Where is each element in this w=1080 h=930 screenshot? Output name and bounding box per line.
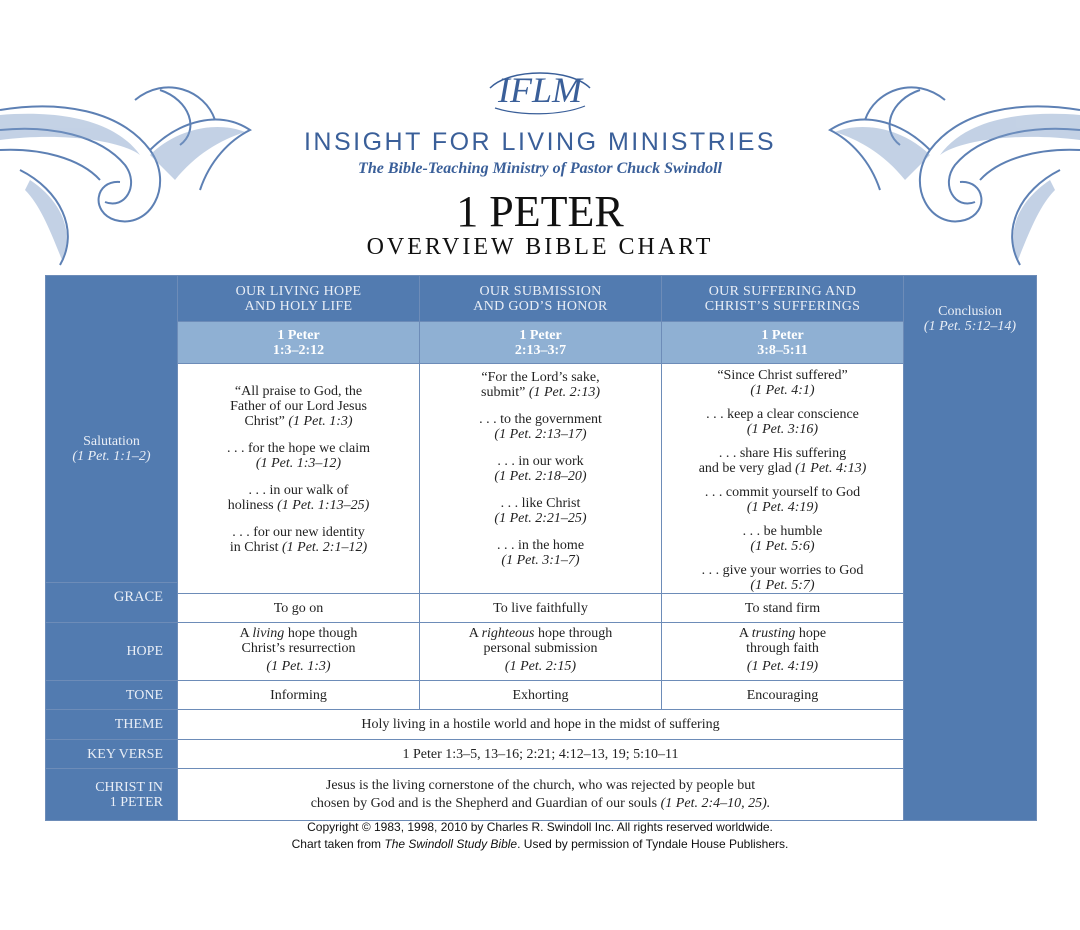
list-item: “All praise to God, the Father of our Lord Jesus Christ” (1 Pet. 1:3) [230,384,367,429]
section-1-hope: A living hope though Christ’s resurrection (1 Pet. 1:3) [178,623,420,681]
christ-value: Jesus is the living cornerstone of the church, who was rejected by people but chosen by God and is the Shepherd and Guardian of our souls (1 Pet. 2:4–10, 25). [178,769,904,821]
section-3-body [662,364,904,594]
page-subtitle: OVERVIEW BIBLE CHART [366,234,714,260]
list-item: . . . for the hope we claim (1 Pet. 1:3–12) [226,441,371,471]
list-item: . . . in our walk of holiness (1 Pet. 1:13–25) [227,483,370,513]
theme-row-label: THEME [46,710,178,740]
section-1-grace: To go on [178,594,420,623]
section-3-hope: A trusting hope through faith (1 Pet. 4:19) [662,623,904,681]
list-item: . . . be humble (1 Pet. 5:6) [742,524,823,554]
section-1-body [178,364,420,594]
list-item: . . . commit yourself to God (1 Pet. 4:19) [704,485,861,515]
copyright-line: Copyright © 1983, 1998, 2010 by Charles R. Swindoll Inc. All rights reserved worldwide. [307,820,773,834]
section-3-tone: Encouraging [662,681,904,710]
org-name: INSIGHT FOR LIVING MINISTRIES [303,128,777,156]
salutation-cell [46,276,178,623]
tone-row-label: TONE [46,681,178,710]
salutation-label: Salutation [83,434,140,449]
conclusion-label: Conclusion [938,304,1002,319]
section-3-grace: To stand firm [662,594,904,623]
conclusion-cell [904,276,1037,821]
list-item: “Since Christ suffered” (1 Pet. 4:1) [717,368,848,398]
overview-chart [45,275,1037,821]
org-tagline: The Bible-Teaching Ministry of Pastor Chuck Swindoll [358,160,722,177]
theme-value: Holy living in a hostile world and hope in the midst of suffering [178,710,904,740]
list-item: . . . for our new identity in Christ (1 Pet. 2:1–12) [229,525,368,555]
section-1-reference: 1 Peter 1:3–2:12 [178,322,420,364]
section-2-tone: Exhorting [420,681,662,710]
list-item: . . . to the government (1 Pet. 2:13–17) [479,412,602,442]
list-item: . . . keep a clear conscience (1 Pet. 3:16) [706,407,859,437]
hope-row-label: HOPE [46,623,178,681]
logo-text: IFLM [498,70,582,110]
section-2-heading: OUR SUBMISSION AND GOD’S HONOR [420,276,662,322]
list-item: . . . like Christ (1 Pet. 2:21–25) [494,496,587,526]
section-2-reference: 1 Peter 2:13–3:7 [420,322,662,364]
list-item: “For the Lord’s sake, submit” (1 Pet. 2:13) [481,370,600,400]
list-item: . . . in our work (1 Pet. 2:18–20) [494,454,587,484]
section-2-body [420,364,662,594]
section-2-grace: To live faithfully [420,594,662,623]
key-verse-value: 1 Peter 1:3–5, 13–16; 2:21; 4:12–13, 19; 5:10–11 [178,740,904,769]
christ-row-label: CHRIST IN 1 PETER [46,769,178,821]
key-verse-row-label: KEY VERSE [46,740,178,769]
iflm-logo [470,58,610,118]
conclusion-ref: (1 Pet. 5:12–14) [923,319,1017,334]
list-item: . . . share His suffering and be very glad (1 Pet. 4:13) [698,446,867,476]
page-title: 1 PETER [456,187,624,236]
section-2-hope: A righteous hope through personal submission (1 Pet. 2:15) [420,623,662,681]
source-line: Chart taken from The Swindoll Study Bible. Used by permission of Tyndale House Publishers. [291,837,789,851]
grace-row-label: GRACE [46,582,177,611]
salutation-ref: (1 Pet. 1:1–2) [72,449,151,464]
copyright-footer [0,819,1080,853]
section-3-heading: OUR SUFFERING AND CHRIST’S SUFFERINGS [662,276,904,322]
section-3-reference: 1 Peter 3:8–5:11 [662,322,904,364]
list-item: . . . in the home (1 Pet. 3:1–7) [496,538,585,568]
list-item: . . . give your worries to God (1 Pet. 5:7) [701,563,864,593]
section-1-heading: OUR LIVING HOPE AND HOLY LIFE [178,276,420,322]
section-1-tone: Informing [178,681,420,710]
